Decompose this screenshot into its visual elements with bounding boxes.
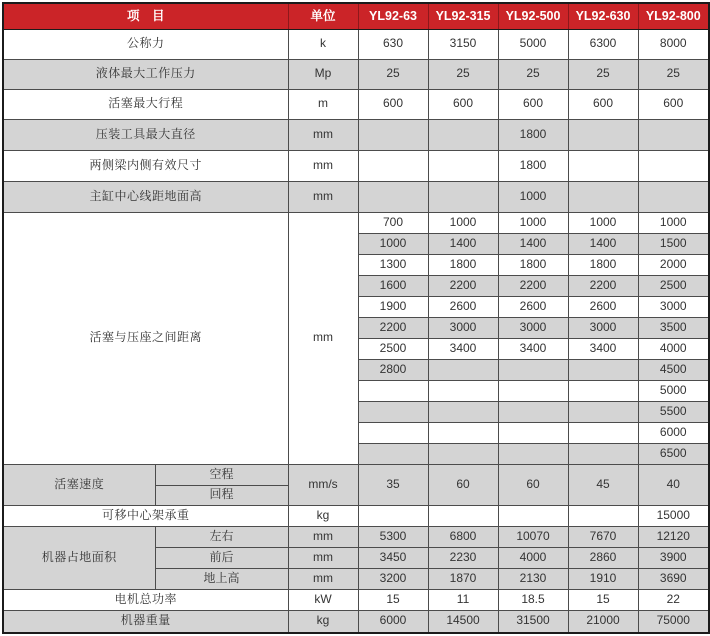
value-cell: 6300 [568,29,638,59]
value-cell: 3000 [498,317,568,338]
value-cell: 6000 [638,422,709,443]
value-cell: 3000 [568,317,638,338]
value-cell [358,422,428,443]
value-cell: 2200 [428,275,498,296]
value-cell [428,380,498,401]
row-label: 公称力 [3,29,288,59]
value-cell: 600 [358,89,428,119]
value-cell [568,380,638,401]
value-cell: 1300 [358,254,428,275]
unit-cell: mm [288,547,358,568]
row-label: 电机总功率 [3,589,288,610]
value-cell: 1000 [498,212,568,233]
section-label: 活塞速度 [3,464,155,505]
unit-cell: kg [288,505,358,526]
value-cell [568,401,638,422]
value-cell: 600 [428,89,498,119]
value-cell [498,380,568,401]
value-cell [568,119,638,150]
value-cell: 2600 [428,296,498,317]
value-cell [428,443,498,464]
value-cell: 1400 [498,233,568,254]
value-cell: 60 [428,464,498,505]
value-cell [428,401,498,422]
value-cell: 1000 [638,212,709,233]
value-cell [358,380,428,401]
table-row [3,119,709,150]
value-cell [568,443,638,464]
value-cell [428,359,498,380]
value-cell: 3150 [428,29,498,59]
value-cell [498,443,568,464]
value-cell: 2600 [498,296,568,317]
value-cell: 18.5 [498,589,568,610]
value-cell: 700 [358,212,428,233]
value-cell: 2800 [358,359,428,380]
value-cell: 3400 [428,338,498,359]
unit-cell: m [288,89,358,119]
value-cell: 3000 [428,317,498,338]
sub-label: 地上高 [155,568,288,589]
value-cell: 1800 [428,254,498,275]
unit-cell: kW [288,589,358,610]
value-cell: 5300 [358,526,428,547]
value-cell [568,422,638,443]
value-cell: 75000 [638,610,709,633]
row-label: 液体最大工作压力 [3,59,288,89]
value-cell [638,150,709,181]
value-cell: 1910 [568,568,638,589]
value-cell: 12120 [638,526,709,547]
row-label: 主缸中心线距地面高 [3,181,288,212]
value-cell: 25 [358,59,428,89]
table-row [3,610,709,633]
value-cell [498,359,568,380]
sub-label: 左右 [155,526,288,547]
value-cell: 15000 [638,505,709,526]
value-cell [638,119,709,150]
value-cell: 5500 [638,401,709,422]
value-cell [358,443,428,464]
row-label: 压装工具最大直径 [3,119,288,150]
value-cell: 2200 [498,275,568,296]
header-row [3,3,709,29]
value-cell: 600 [568,89,638,119]
value-cell [358,150,428,181]
value-cell [428,181,498,212]
value-cell: 1400 [428,233,498,254]
value-cell: 21000 [568,610,638,633]
column-header-unit: 单位 [288,3,358,29]
spec-table [2,2,710,634]
value-cell: 3900 [638,547,709,568]
row-label: 可移中心架承重 [3,505,288,526]
unit-cell: mm/s [288,464,358,505]
value-cell: 6800 [428,526,498,547]
value-cell [428,422,498,443]
column-header-model: YL92-800 [638,3,709,29]
value-cell: 2500 [358,338,428,359]
value-cell: 2500 [638,275,709,296]
column-header-model: YL92-315 [428,3,498,29]
value-cell: 1600 [358,275,428,296]
value-cell [568,505,638,526]
unit-cell: mm [288,150,358,181]
unit-cell: Mp [288,59,358,89]
value-cell: 1000 [498,181,568,212]
value-cell [428,119,498,150]
row-label: 活塞最大行程 [3,89,288,119]
value-cell [358,119,428,150]
value-cell: 600 [638,89,709,119]
value-cell: 4500 [638,359,709,380]
row-label: 两侧梁内侧有效尺寸 [3,150,288,181]
value-cell [568,181,638,212]
value-cell: 2000 [638,254,709,275]
value-cell [428,150,498,181]
value-cell: 40 [638,464,709,505]
value-cell: 35 [358,464,428,505]
unit-cell: mm [288,526,358,547]
table-row [3,150,709,181]
value-cell: 6500 [638,443,709,464]
value-cell: 31500 [498,610,568,633]
value-cell: 3450 [358,547,428,568]
value-cell [428,505,498,526]
value-cell: 1000 [568,212,638,233]
unit-cell: kg [288,610,358,633]
value-cell: 1400 [568,233,638,254]
value-cell: 8000 [638,29,709,59]
unit-cell: mm [288,119,358,150]
value-cell [498,401,568,422]
table-row [3,181,709,212]
value-cell: 60 [498,464,568,505]
value-cell [498,505,568,526]
value-cell: 10070 [498,526,568,547]
value-cell: 5000 [638,380,709,401]
value-cell: 3500 [638,317,709,338]
value-cell [358,181,428,212]
value-cell [358,505,428,526]
value-cell: 1500 [638,233,709,254]
value-cell: 3400 [498,338,568,359]
unit-cell: k [288,29,358,59]
value-cell [638,181,709,212]
value-cell: 15 [358,589,428,610]
table-row [3,59,709,89]
value-cell [568,359,638,380]
table-row [3,526,709,547]
value-cell: 1900 [358,296,428,317]
sub-label: 空程 [155,464,288,485]
value-cell [568,150,638,181]
column-header-model: YL92-500 [498,3,568,29]
value-cell: 600 [498,89,568,119]
section-label: 机器占地面积 [3,526,155,589]
value-cell [358,401,428,422]
column-header-item: 项 目 [3,3,288,29]
value-cell: 3400 [568,338,638,359]
unit-cell: mm [288,181,358,212]
value-cell: 4000 [638,338,709,359]
unit-cell: mm [288,568,358,589]
value-cell: 2230 [428,547,498,568]
table-row [3,29,709,59]
sub-label: 回程 [155,485,288,505]
value-cell: 1800 [498,119,568,150]
value-cell: 1800 [498,254,568,275]
unit-cell: mm [288,212,358,464]
value-cell: 15 [568,589,638,610]
value-cell: 25 [568,59,638,89]
table-row [3,589,709,610]
value-cell: 630 [358,29,428,59]
value-cell: 2860 [568,547,638,568]
value-cell: 2200 [568,275,638,296]
value-cell: 2130 [498,568,568,589]
sub-label: 前后 [155,547,288,568]
row-label: 机器重量 [3,610,288,633]
value-cell: 3200 [358,568,428,589]
value-cell: 5000 [498,29,568,59]
value-cell: 2200 [358,317,428,338]
table-row [3,464,709,485]
value-cell: 7670 [568,526,638,547]
value-cell: 25 [428,59,498,89]
value-cell: 45 [568,464,638,505]
value-cell: 3690 [638,568,709,589]
value-cell: 6000 [358,610,428,633]
value-cell: 25 [498,59,568,89]
section-label: 活塞与压座之间距离 [3,212,288,464]
table-row [3,89,709,119]
table-row [3,505,709,526]
value-cell: 22 [638,589,709,610]
column-header-model: YL92-630 [568,3,638,29]
value-cell: 14500 [428,610,498,633]
value-cell: 25 [638,59,709,89]
value-cell: 2600 [568,296,638,317]
value-cell: 1870 [428,568,498,589]
value-cell: 1000 [358,233,428,254]
table-row [3,212,709,233]
column-header-model: YL92-63 [358,3,428,29]
value-cell: 1800 [568,254,638,275]
value-cell: 1800 [498,150,568,181]
value-cell: 4000 [498,547,568,568]
value-cell: 11 [428,589,498,610]
value-cell [498,422,568,443]
value-cell: 1000 [428,212,498,233]
value-cell: 3000 [638,296,709,317]
